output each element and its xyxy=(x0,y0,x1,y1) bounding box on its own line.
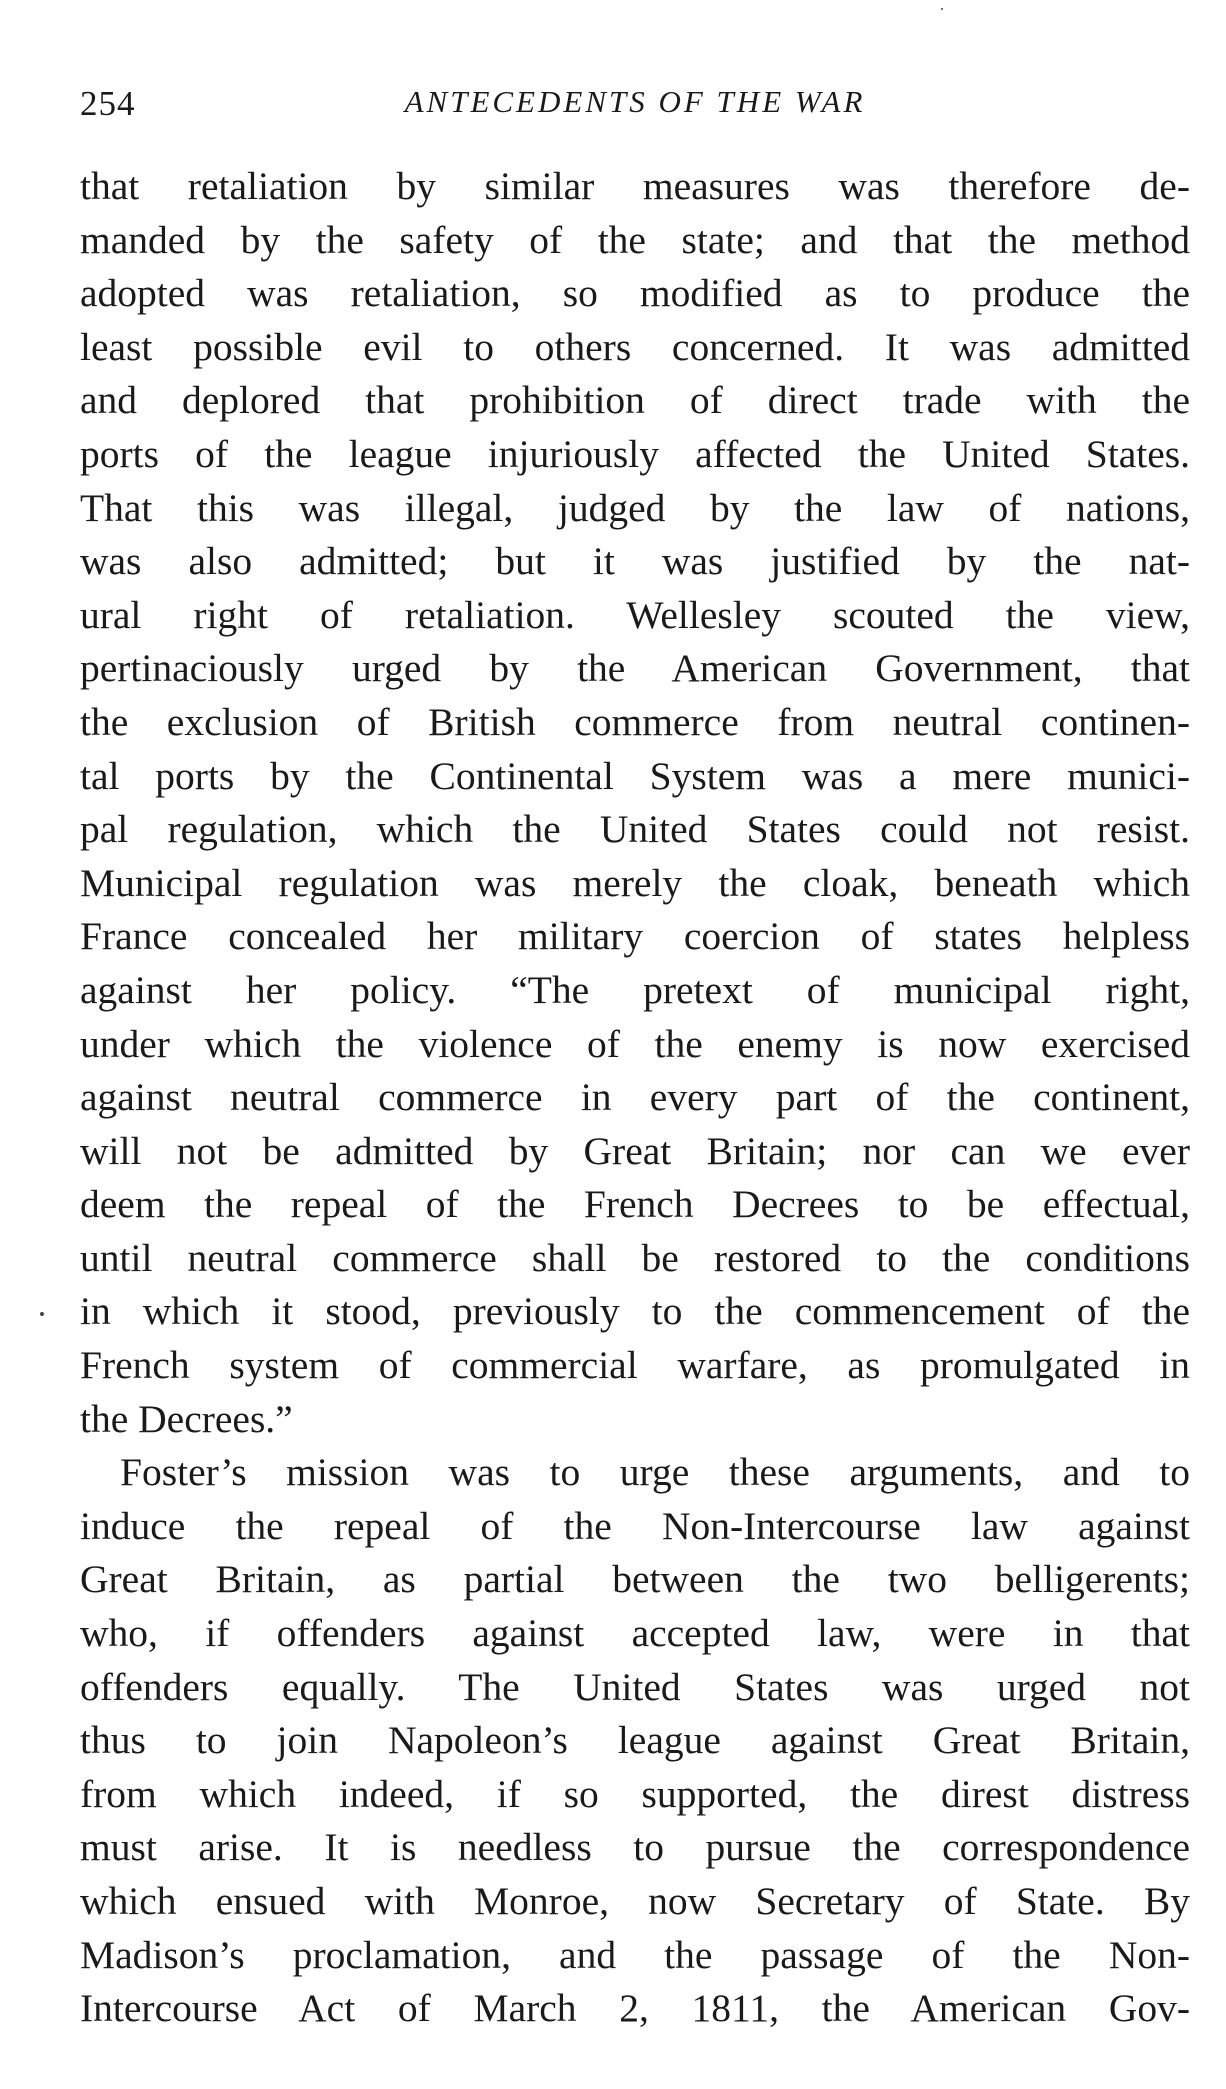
text-line: offenders equally. The United States was urged not xyxy=(80,1664,1190,1709)
text-line: tal ports by the Continental System was a mere munici- xyxy=(80,753,1190,798)
text-line: against her policy. “The pretext of municipal right, xyxy=(80,967,1190,1012)
text-line: France concealed her military coercion of states helpless xyxy=(80,914,1190,959)
text-line: least possible evil to others concerned. It was admitted xyxy=(80,324,1190,369)
text-line: and deplored that prohibition of direct trade with the xyxy=(80,378,1190,423)
text-line: Intercourse Act of March 2, 1811, the American Gov- xyxy=(80,1986,1190,2031)
text-line: Municipal regulation was merely the cloak, beneath which xyxy=(80,860,1190,905)
text-line: the Decrees.” xyxy=(80,1396,293,1441)
text-line: That this was illegal, judged by the law of nations, xyxy=(80,485,1190,530)
running-title: ANTECEDENTS OF THE WAR xyxy=(404,84,866,119)
text-line: Great Britain, as partial between the two belligerents; xyxy=(80,1557,1190,1602)
text-line: ports of the league injuriously affected the United States. xyxy=(80,431,1190,476)
running-header xyxy=(80,70,1190,130)
text-line: adopted was retaliation, so modified as to produce the xyxy=(80,271,1190,316)
text-line: that retaliation by similar measures was therefore de- xyxy=(80,164,1190,208)
text-line: pal regulation, which the United States could not resist. xyxy=(80,807,1190,852)
text-line: under which the violence of the enemy is now exercised xyxy=(80,1021,1190,1066)
text-line: will not be admitted by Great Britain; nor can we ever xyxy=(80,1128,1190,1173)
text-line: French system of commercial warfare, as promulgated in xyxy=(80,1343,1190,1388)
text-line: in which it stood, previously to the commencement of the xyxy=(80,1289,1190,1334)
book-page xyxy=(80,70,1190,2036)
text-line: from which indeed, if so supported, the direst distress xyxy=(80,1771,1190,1816)
text-line: deem the repeal of the French Decrees to be effectual, xyxy=(80,1182,1190,1227)
text-line: thus to join Napoleon’s league against Great Britain, xyxy=(80,1718,1190,1763)
paragraph-2 xyxy=(80,1446,1190,2036)
text-line: was also admitted; but it was justified by the nat- xyxy=(80,539,1190,584)
text-line: must arise. It is needless to pursue the correspondence xyxy=(80,1825,1190,1870)
text-line: Madison’s proclamation, and the passage of the Non- xyxy=(80,1932,1190,1977)
text-line: the exclusion of British commerce from neutral continen- xyxy=(80,699,1190,744)
text-line: Foster’s mission was to urge these arguments, and to xyxy=(120,1450,1190,1495)
text-line: who, if offenders against accepted law, were in that xyxy=(80,1611,1190,1656)
print-speck xyxy=(941,8,943,10)
text-line: until neutral commerce shall be restored to the conditions xyxy=(80,1235,1190,1280)
text-line: manded by the safety of the state; and that the method xyxy=(80,217,1190,262)
paragraph-1 xyxy=(80,160,1190,1446)
page-number: 254 xyxy=(80,84,136,123)
print-speck xyxy=(40,1312,44,1316)
text-line: which ensued with Monroe, now Secretary of State. By xyxy=(80,1879,1190,1923)
text-line: induce the repeal of the Non-Intercourse law against xyxy=(80,1503,1190,1548)
text-line: pertinaciously urged by the American Government, that xyxy=(80,646,1190,691)
text-line: ural right of retaliation. Wellesley scouted the view, xyxy=(80,592,1190,637)
text-line: against neutral commerce in every part of the continent, xyxy=(80,1075,1190,1120)
body-text xyxy=(80,160,1190,2036)
